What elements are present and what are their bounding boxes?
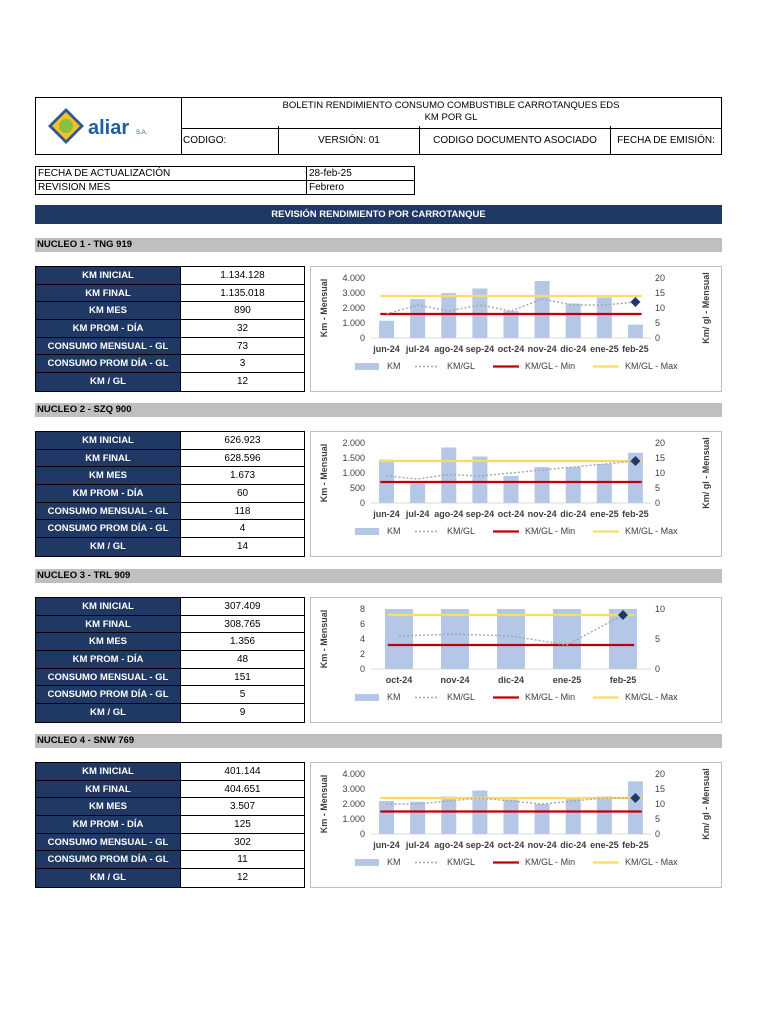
x-tick-label: jul-24 bbox=[405, 344, 430, 354]
km-bar bbox=[535, 804, 550, 834]
y-tick-label: 0 bbox=[359, 829, 365, 839]
update-info-table bbox=[35, 166, 415, 195]
kpi-label: CONSUMO MENSUAL - GL bbox=[36, 834, 181, 851]
y-tick-label: 500 bbox=[349, 483, 365, 493]
kpi-label: KM / GL bbox=[36, 704, 181, 722]
revision-month-value: Febrero bbox=[309, 182, 345, 193]
kpi-row bbox=[36, 869, 304, 887]
y-tick-label: 2.000 bbox=[342, 438, 365, 448]
y2-tick-label: 20 bbox=[655, 273, 666, 283]
kpi-value: 626.923 bbox=[224, 435, 261, 446]
x-tick-label: oct-24 bbox=[385, 675, 413, 685]
legend-swatch-km bbox=[355, 363, 379, 370]
y2-tick-label: 5 bbox=[655, 318, 661, 328]
kpi-label: KM INICIAL bbox=[36, 598, 181, 615]
revision-month-row bbox=[36, 181, 414, 194]
legend-swatch-km bbox=[355, 859, 379, 866]
kpi-label: CONSUMO PROM DÍA - GL bbox=[36, 851, 181, 868]
kpi-value: 1.134.128 bbox=[220, 270, 265, 281]
kpi-label: CONSUMO PROM DÍA - GL bbox=[36, 355, 181, 372]
kpi-label: KM FINAL bbox=[36, 285, 181, 302]
km-bar bbox=[535, 281, 550, 338]
y-axis-label: Km - Mensual bbox=[319, 278, 329, 338]
y-tick-label: 3.000 bbox=[342, 288, 365, 298]
kpi-label: KM FINAL bbox=[36, 616, 181, 633]
kpi-value: 12 bbox=[236, 872, 249, 884]
x-tick-label: jul-24 bbox=[405, 840, 430, 850]
kpi-value: 73 bbox=[236, 340, 249, 352]
x-tick-label: sep-24 bbox=[465, 344, 495, 354]
x-tick-label: feb-25 bbox=[609, 675, 637, 685]
kpi-label: KM / GL bbox=[36, 538, 181, 556]
legend-label-kmgl: KM/GL bbox=[447, 692, 476, 702]
y-tick-label: 1.500 bbox=[342, 453, 365, 463]
y-tick-label: 4.000 bbox=[342, 273, 365, 283]
y2-tick-label: 5 bbox=[655, 814, 661, 824]
kpi-label: KM FINAL bbox=[36, 450, 181, 467]
km-bar bbox=[504, 476, 519, 503]
km-bar bbox=[379, 321, 394, 338]
nucleo-chart bbox=[310, 431, 722, 557]
y2-tick-label: 5 bbox=[655, 634, 661, 644]
nucleo-kpi-table bbox=[35, 762, 305, 888]
x-tick-label: ago-24 bbox=[434, 509, 464, 519]
km-bar bbox=[385, 609, 413, 669]
y-tick-label: 2.000 bbox=[342, 303, 365, 313]
kpi-label: KM FINAL bbox=[36, 781, 181, 798]
aliar-logo-icon bbox=[36, 98, 181, 154]
legend-swatch-km bbox=[355, 694, 379, 701]
y-tick-label: 0 bbox=[359, 498, 365, 508]
kpi-row bbox=[36, 285, 304, 303]
company-logo bbox=[36, 98, 182, 154]
legend-label-max: KM/GL - Max bbox=[625, 857, 678, 867]
legend-swatch-km bbox=[355, 528, 379, 535]
kpi-value: 48 bbox=[236, 654, 249, 666]
kpi-label: CONSUMO MENSUAL - GL bbox=[36, 669, 181, 686]
logo-text: aliar bbox=[88, 117, 130, 139]
kpi-value: 12 bbox=[236, 376, 249, 388]
kpi-row bbox=[36, 704, 304, 722]
x-tick-label: sep-24 bbox=[465, 840, 495, 850]
kpi-value: 1.135.018 bbox=[220, 287, 265, 299]
legend-label-kmgl: KM/GL bbox=[447, 526, 476, 536]
kpi-row bbox=[36, 503, 304, 521]
kpi-row bbox=[36, 686, 304, 704]
kpi-label: KM / GL bbox=[36, 869, 181, 887]
kpi-row bbox=[36, 302, 304, 320]
kpi-label: CONSUMO PROM DÍA - GL bbox=[36, 520, 181, 537]
kpi-value: 3.507 bbox=[229, 801, 256, 813]
y-tick-label: 2.000 bbox=[342, 799, 365, 809]
kpi-label: KM INICIAL bbox=[36, 432, 181, 449]
kpi-value: 404.651 bbox=[224, 783, 261, 795]
km-bar bbox=[597, 298, 612, 339]
title-line-2: KM POR GL bbox=[424, 112, 478, 123]
y-tick-label: 3.000 bbox=[342, 784, 365, 794]
x-tick-label: nov-24 bbox=[527, 840, 557, 850]
y2-tick-label: 5 bbox=[655, 483, 661, 493]
km-bar bbox=[472, 457, 487, 504]
y2-tick-label: 20 bbox=[655, 769, 666, 779]
y2-tick-label: 10 bbox=[655, 799, 666, 809]
kpi-value: 32 bbox=[236, 323, 249, 335]
y2-tick-label: 0 bbox=[655, 664, 661, 674]
x-tick-label: ene-25 bbox=[552, 675, 582, 685]
y2-tick-label: 10 bbox=[655, 604, 666, 614]
legend-label-max: KM/GL - Max bbox=[625, 526, 678, 536]
y2-axis-label: Km/ gl - Mensual bbox=[701, 272, 711, 344]
km-bar bbox=[379, 801, 394, 834]
nucleo-kpi-table bbox=[35, 266, 305, 392]
x-tick-label: ene-25 bbox=[590, 509, 619, 519]
kpi-row bbox=[36, 598, 304, 616]
y2-tick-label: 0 bbox=[655, 829, 661, 839]
y-tick-label: 1.000 bbox=[342, 468, 365, 478]
x-tick-label: oct-24 bbox=[497, 840, 525, 850]
x-tick-label: nov-24 bbox=[440, 675, 470, 685]
section-banner: REVISIÓN RENDIMIENTO POR CARROTANQUE bbox=[35, 205, 722, 224]
x-tick-label: feb-25 bbox=[622, 344, 649, 354]
kpi-label: KM PROM - DÍA bbox=[36, 651, 181, 668]
kpi-label: KM MES bbox=[36, 798, 181, 815]
km-bar bbox=[441, 609, 469, 669]
kpi-row bbox=[36, 373, 304, 391]
kpi-label: KM PROM - DÍA bbox=[36, 485, 181, 502]
x-tick-label: jul-24 bbox=[405, 509, 430, 519]
km-bar bbox=[566, 304, 581, 339]
x-tick-label: dic-24 bbox=[560, 344, 587, 354]
km-bar bbox=[628, 325, 643, 338]
legend-label-max: KM/GL - Max bbox=[625, 361, 678, 371]
title-line-1: BOLETIN RENDIMIENTO CONSUMO COMBUSTIBLE CARROTANQUES EDS bbox=[282, 100, 620, 111]
codigo-label: CODIGO: bbox=[181, 126, 279, 154]
x-tick-label: ago-24 bbox=[434, 344, 464, 354]
kmgl-current-marker bbox=[630, 297, 640, 307]
nucleo-kpi-table bbox=[35, 431, 305, 557]
kpi-value: 1.673 bbox=[229, 470, 256, 482]
kpi-value: 308.765 bbox=[224, 618, 261, 630]
y-tick-label: 1.000 bbox=[342, 814, 365, 824]
y-tick-label: 1.000 bbox=[342, 318, 365, 328]
km-bar bbox=[628, 781, 643, 834]
kpi-row bbox=[36, 781, 304, 799]
kpi-label: KM / GL bbox=[36, 373, 181, 391]
x-tick-label: nov-24 bbox=[527, 344, 557, 354]
update-date-value: 28-feb-25 bbox=[309, 168, 352, 179]
x-tick-label: ene-25 bbox=[590, 344, 619, 354]
document-title bbox=[181, 98, 721, 129]
nucleo-kpi-table bbox=[35, 597, 305, 723]
kpi-value: 628.596 bbox=[224, 452, 261, 464]
legend-label-km: KM bbox=[387, 361, 401, 371]
y2-tick-label: 15 bbox=[655, 288, 666, 298]
document-header bbox=[35, 97, 722, 155]
legend-label-kmgl: KM/GL bbox=[447, 857, 476, 867]
kpi-label: KM INICIAL bbox=[36, 763, 181, 780]
x-tick-label: ene-25 bbox=[590, 840, 619, 850]
kpi-label: KM PROM - DÍA bbox=[36, 816, 181, 833]
y-axis-label: Km - Mensual bbox=[319, 609, 329, 669]
kpi-row bbox=[36, 616, 304, 634]
y-tick-label: 4 bbox=[359, 634, 365, 644]
kpi-value: 11 bbox=[237, 854, 248, 866]
kpi-label: CONSUMO PROM DÍA - GL bbox=[36, 686, 181, 703]
kpi-value: 302 bbox=[234, 836, 251, 848]
kpi-row bbox=[36, 338, 304, 356]
legend-label-km: KM bbox=[387, 857, 401, 867]
y-tick-label: 4.000 bbox=[342, 769, 365, 779]
legend-label-min: KM/GL - Min bbox=[525, 857, 576, 867]
kpi-row bbox=[36, 816, 304, 834]
kpi-row bbox=[36, 851, 304, 869]
y-tick-label: 0 bbox=[359, 333, 365, 343]
kpi-row bbox=[36, 669, 304, 687]
update-date-row bbox=[36, 167, 414, 181]
combo-chart-svg bbox=[311, 763, 721, 887]
y-axis-label: Km - Mensual bbox=[319, 774, 329, 834]
kpi-row bbox=[36, 633, 304, 651]
kpi-row bbox=[36, 267, 304, 285]
y-tick-label: 6 bbox=[359, 619, 365, 629]
header-fields bbox=[181, 126, 721, 154]
kpi-value: 401.144 bbox=[224, 766, 261, 777]
kpi-row bbox=[36, 450, 304, 468]
km-bar bbox=[497, 609, 525, 669]
nucleo-chart bbox=[310, 762, 722, 888]
x-tick-label: sep-24 bbox=[465, 509, 495, 519]
nucleo-title: NUCLEO 4 - SNW 769 bbox=[35, 734, 722, 748]
y-tick-label: 8 bbox=[359, 604, 365, 614]
combo-chart-svg bbox=[311, 598, 721, 722]
combo-chart-svg bbox=[311, 432, 721, 556]
x-tick-label: ago-24 bbox=[434, 840, 464, 850]
y2-tick-label: 0 bbox=[655, 498, 661, 508]
kpi-label: KM INICIAL bbox=[36, 267, 181, 284]
km-bar bbox=[441, 293, 456, 338]
y2-tick-label: 15 bbox=[655, 784, 666, 794]
revision-month-label: REVISION MES bbox=[36, 181, 307, 194]
kpi-row bbox=[36, 485, 304, 503]
x-tick-label: jun-24 bbox=[373, 509, 400, 519]
kpi-row bbox=[36, 520, 304, 538]
kpi-value: 890 bbox=[234, 305, 251, 317]
km-bar bbox=[504, 800, 519, 835]
km-bar bbox=[410, 484, 425, 504]
kpi-value: 307.409 bbox=[224, 601, 261, 612]
kpi-value: 60 bbox=[236, 488, 249, 500]
x-tick-label: feb-25 bbox=[622, 840, 649, 850]
kpi-label: KM MES bbox=[36, 467, 181, 484]
version-label: VERSIÓN: 01 bbox=[279, 126, 420, 154]
nucleo-title: NUCLEO 3 - TRL 909 bbox=[35, 569, 722, 583]
kpi-row bbox=[36, 834, 304, 852]
kpi-row bbox=[36, 651, 304, 669]
x-tick-label: jun-24 bbox=[373, 840, 400, 850]
kpi-value: 1.356 bbox=[229, 636, 256, 648]
kpi-value: 14 bbox=[236, 541, 249, 553]
kpi-value: 4 bbox=[239, 523, 246, 535]
kpi-row bbox=[36, 538, 304, 556]
kpi-value: 118 bbox=[234, 505, 251, 517]
legend-label-max: KM/GL - Max bbox=[625, 692, 678, 702]
x-tick-label: oct-24 bbox=[497, 344, 525, 354]
x-tick-label: oct-24 bbox=[497, 509, 525, 519]
combo-chart-svg bbox=[311, 267, 721, 391]
legend-label-min: KM/GL - Min bbox=[525, 361, 576, 371]
kpi-value: 9 bbox=[239, 707, 246, 719]
kpi-row bbox=[36, 432, 304, 450]
y-axis-label: Km - Mensual bbox=[319, 443, 329, 503]
document-code-label: CODIGO DOCUMENTO ASOCIADO bbox=[420, 126, 611, 154]
kpi-value: 3 bbox=[239, 358, 246, 370]
kpi-row bbox=[36, 763, 304, 781]
kpi-label: KM PROM - DÍA bbox=[36, 320, 181, 337]
legend-label-km: KM bbox=[387, 526, 401, 536]
y-tick-label: 2 bbox=[359, 649, 365, 659]
km-bar bbox=[566, 467, 581, 503]
kpi-row bbox=[36, 320, 304, 338]
legend-label-km: KM bbox=[387, 692, 401, 702]
x-tick-label: feb-25 bbox=[622, 509, 649, 519]
y2-tick-label: 20 bbox=[655, 438, 666, 448]
kpi-value: 5 bbox=[239, 689, 246, 701]
kpi-value: 125 bbox=[234, 819, 251, 831]
issue-date-label: FECHA DE EMISIÓN: bbox=[617, 134, 715, 146]
kpi-value: 151 bbox=[234, 671, 251, 683]
y-tick-label: 0 bbox=[359, 664, 365, 674]
kpi-label: KM MES bbox=[36, 633, 181, 650]
kpi-label: CONSUMO MENSUAL - GL bbox=[36, 338, 181, 355]
y2-tick-label: 10 bbox=[655, 303, 666, 313]
km-bar bbox=[597, 464, 612, 503]
y2-tick-label: 10 bbox=[655, 468, 666, 478]
update-date-label: FECHA DE ACTUALIZACIÓN bbox=[36, 167, 307, 180]
legend-label-min: KM/GL - Min bbox=[525, 692, 576, 702]
kpi-row bbox=[36, 355, 304, 373]
x-tick-label: dic-24 bbox=[560, 509, 587, 519]
y2-tick-label: 0 bbox=[655, 333, 661, 343]
y2-axis-label: Km/ gl - Mensual bbox=[701, 768, 711, 840]
nucleo-chart bbox=[310, 266, 722, 392]
x-tick-label: dic-24 bbox=[497, 675, 525, 685]
x-tick-label: jun-24 bbox=[373, 344, 400, 354]
kpi-label: KM MES bbox=[36, 302, 181, 319]
kpi-row bbox=[36, 798, 304, 816]
logo-suffix: S.A. bbox=[136, 130, 148, 136]
km-bar bbox=[535, 467, 550, 503]
nucleo-title: NUCLEO 1 - TNG 919 bbox=[35, 238, 722, 252]
nucleo-title: NUCLEO 2 - SZQ 900 bbox=[35, 403, 722, 417]
kpi-label: CONSUMO MENSUAL - GL bbox=[36, 503, 181, 520]
y2-tick-label: 15 bbox=[655, 453, 666, 463]
legend-label-min: KM/GL - Min bbox=[525, 526, 576, 536]
x-tick-label: nov-24 bbox=[527, 509, 557, 519]
nucleo-chart bbox=[310, 597, 722, 723]
kpi-row bbox=[36, 467, 304, 485]
y2-axis-label: Km/ gl - Mensual bbox=[701, 437, 711, 509]
x-tick-label: dic-24 bbox=[560, 840, 587, 850]
legend-label-kmgl: KM/GL bbox=[447, 361, 476, 371]
km-bar bbox=[566, 798, 581, 834]
km-bar bbox=[410, 802, 425, 834]
km-bar bbox=[597, 797, 612, 835]
